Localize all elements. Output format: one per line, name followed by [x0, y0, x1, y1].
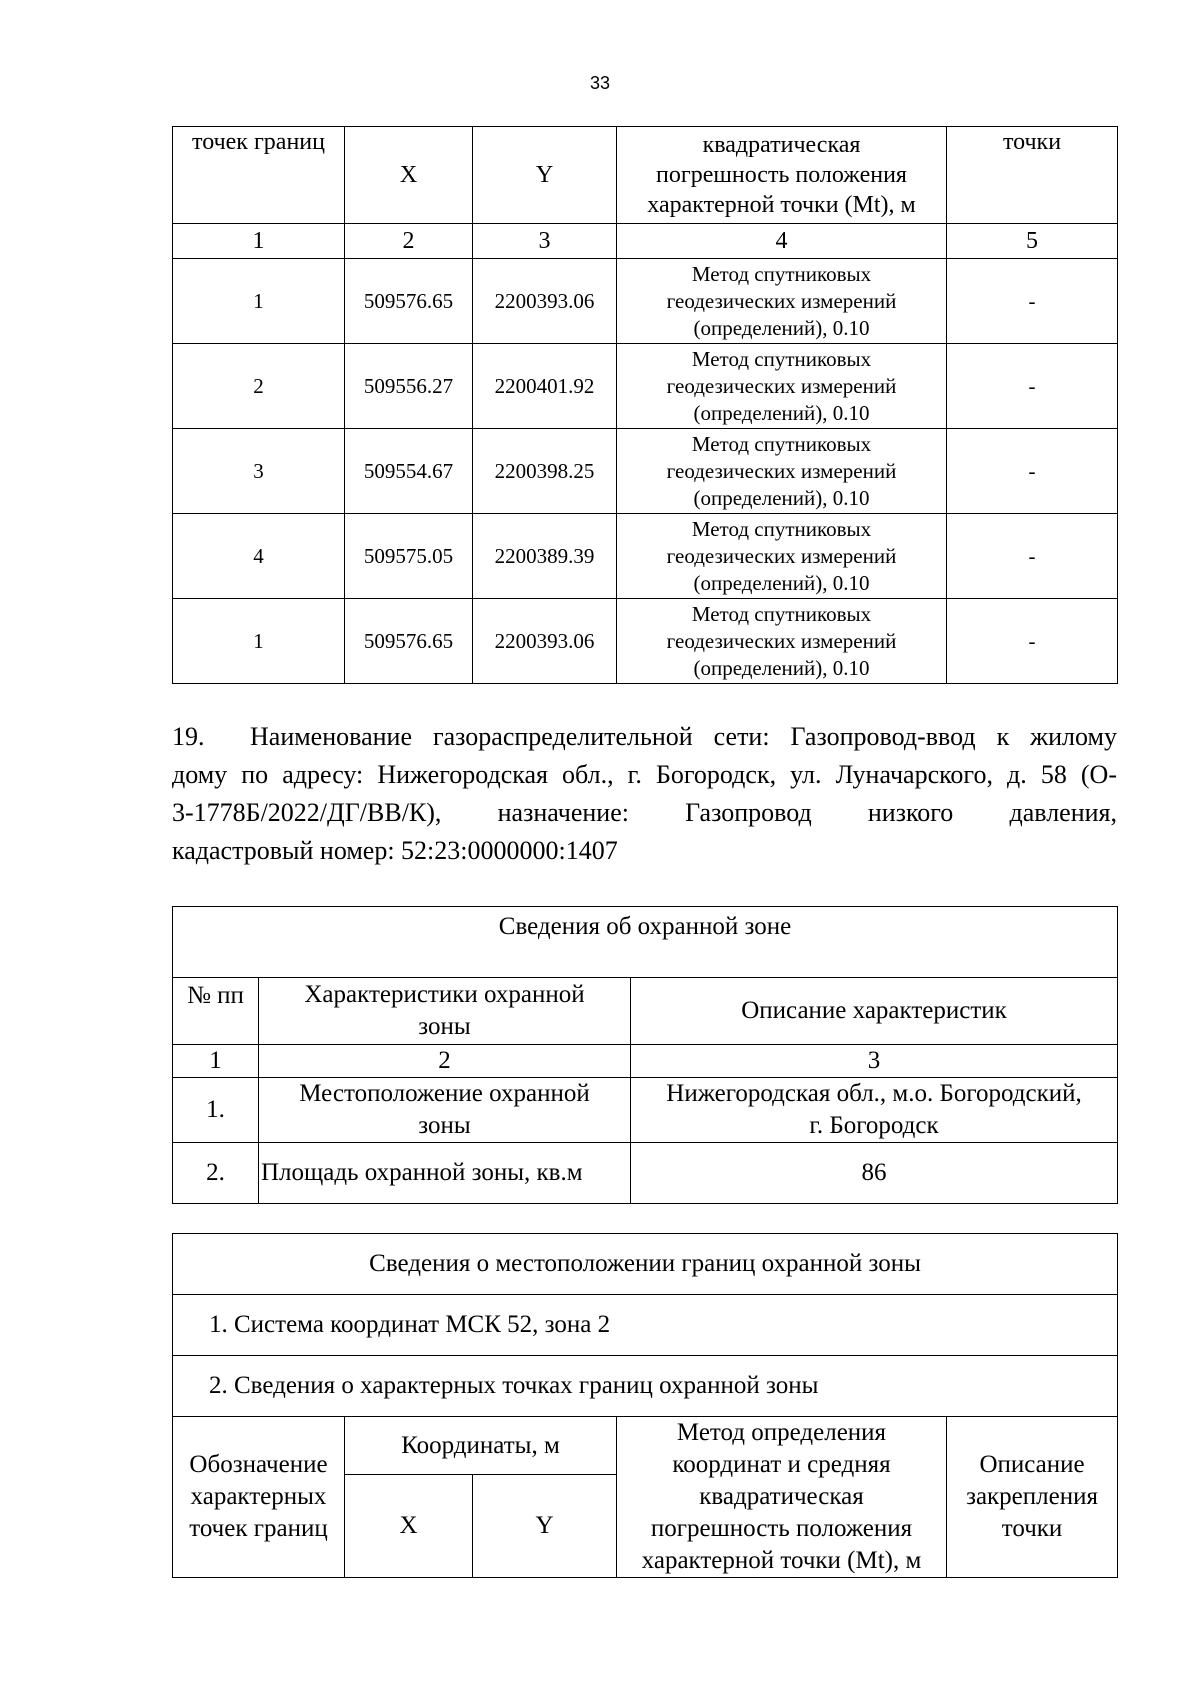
- header-x: X: [345, 127, 473, 224]
- header-line: Метод определения: [676, 1419, 887, 1446]
- header-line: координат и средняя: [672, 1451, 891, 1478]
- column-number: 3: [473, 224, 617, 259]
- header-characteristics: [259, 978, 631, 1045]
- column-number: 5: [947, 224, 1118, 259]
- header-coordinates: Координаты, м: [345, 1417, 617, 1475]
- column-number: 4: [617, 224, 947, 259]
- coord-x: 509554.67: [345, 429, 473, 514]
- coord-y: 2200393.06: [473, 599, 617, 684]
- column-number-row: [173, 224, 1118, 259]
- protection-zone-info-table: [172, 906, 1118, 1204]
- method-line: (определений), 0.10: [693, 485, 870, 510]
- header-line: квадратическая: [699, 1483, 864, 1510]
- section-number: 19.: [172, 722, 205, 751]
- method-line: геодезических измерений: [666, 628, 897, 653]
- method-line: (определений), 0.10: [693, 400, 870, 425]
- header-line: зоны: [418, 1013, 471, 1040]
- description-cell: 86: [631, 1143, 1118, 1204]
- method-line: Метод спутниковых: [691, 431, 872, 456]
- method-cell: [617, 344, 947, 429]
- section-19-paragraph: [172, 718, 1117, 870]
- header-line: погрешность положения: [650, 1515, 913, 1542]
- table-row: [173, 1143, 1118, 1204]
- method-cell: [617, 514, 947, 599]
- table-title: Сведения о местоположении границ охранной зоны: [173, 1234, 1118, 1295]
- coord-y: 2200389.39: [473, 514, 617, 599]
- header-method-line: характерной точки (Mt), м: [647, 192, 916, 218]
- description-cell: [631, 1078, 1118, 1143]
- points-title-row: [173, 1356, 1118, 1417]
- header-description: Описание характеристик: [631, 978, 1118, 1045]
- table-header-row: [173, 127, 1118, 224]
- characteristic-cell: [259, 1078, 631, 1143]
- method-line: геодезических измерений: [666, 458, 897, 483]
- table-row: [173, 259, 1118, 344]
- header-line: точки: [1001, 1515, 1063, 1542]
- column-number: 3: [631, 1045, 1118, 1078]
- table-row: [173, 599, 1118, 684]
- point-description: -: [947, 514, 1118, 599]
- point-id: 2: [173, 344, 345, 429]
- coordinate-system: 1. Система координат МСК 52, зона 2: [173, 1295, 1118, 1356]
- cell-line: зоны: [418, 1112, 471, 1139]
- characteristic-cell: Площадь охранной зоны, кв.м: [259, 1143, 631, 1204]
- header-method-line: погрешность положения: [656, 162, 907, 188]
- header-line: Характеристики охранной: [304, 981, 585, 1008]
- header-description: точки: [947, 127, 1118, 224]
- cell-line: Местоположение охранной: [299, 1080, 590, 1107]
- table-title-row: [173, 907, 1118, 978]
- method-line: (определений), 0.10: [693, 655, 870, 680]
- table-title-row: [173, 1234, 1118, 1295]
- method-line: геодезических измерений: [666, 373, 897, 398]
- header-method: [617, 127, 947, 224]
- header-num: № пп: [173, 978, 259, 1045]
- column-number: 2: [259, 1045, 631, 1078]
- header-line: Обозначение: [189, 1451, 328, 1478]
- point-id: 3: [173, 429, 345, 514]
- cell-line: г. Богородск: [809, 1112, 939, 1139]
- point-description: -: [947, 599, 1118, 684]
- header-line: характерной точки (Mt), м: [641, 1547, 922, 1574]
- method-line: (определений), 0.10: [693, 315, 870, 340]
- page-number: 33: [589, 73, 611, 93]
- header-method: [617, 1417, 947, 1578]
- method-cell: [617, 429, 947, 514]
- table-header-row: [173, 1417, 1118, 1475]
- header-description: [947, 1417, 1118, 1578]
- header-line: закрепления: [966, 1483, 1098, 1510]
- column-number: 2: [345, 224, 473, 259]
- method-cell: [617, 259, 947, 344]
- header-line: точек границ: [189, 1515, 328, 1542]
- row-number: 1.: [173, 1078, 259, 1143]
- points-title: 2. Сведения о характерных точках границ охранной зоны: [173, 1356, 1118, 1417]
- table-row: [173, 514, 1118, 599]
- column-number: 1: [173, 1045, 259, 1078]
- coord-x: 509575.05: [345, 514, 473, 599]
- paragraph-text: Наименование газораспределительной сети: Газопровод-ввод к жилому: [250, 722, 1117, 751]
- header-method-line: квадратическая: [702, 132, 861, 158]
- point-id: 1: [173, 599, 345, 684]
- table-title: Сведения об охранной зоне: [173, 907, 1118, 978]
- table-row: [173, 429, 1118, 514]
- point-id: 1: [173, 259, 345, 344]
- method-cell: [617, 599, 947, 684]
- header-points: точек границ: [173, 127, 345, 224]
- coord-x: 509576.65: [345, 599, 473, 684]
- method-line: Метод спутниковых: [691, 346, 872, 371]
- point-id: 4: [173, 514, 345, 599]
- point-description: -: [947, 429, 1118, 514]
- table-row: [173, 1078, 1118, 1143]
- method-line: Метод спутниковых: [691, 601, 872, 626]
- header-y: Y: [473, 127, 617, 224]
- paragraph-line: 3-1778Б/2022/ДГ/ВВ/К), назначение: Газопровод низкого давления,: [172, 798, 1117, 827]
- coord-x: 509576.65: [345, 259, 473, 344]
- paragraph-line: [172, 718, 1117, 756]
- method-line: (определений), 0.10: [693, 570, 870, 595]
- column-number: 1: [173, 224, 345, 259]
- method-line: геодезических измерений: [666, 543, 897, 568]
- cell-line: Нижегородская обл., м.о. Богородский,: [666, 1080, 1082, 1107]
- point-description: -: [947, 344, 1118, 429]
- row-number: 2.: [173, 1143, 259, 1204]
- method-line: Метод спутниковых: [691, 516, 872, 541]
- zone-boundaries-table: [172, 1233, 1118, 1578]
- coord-y: 2200401.92: [473, 344, 617, 429]
- header-line: Описание: [979, 1451, 1085, 1478]
- boundary-points-table-continued: [172, 126, 1118, 684]
- table-row: [173, 344, 1118, 429]
- header-line: характерных: [190, 1483, 327, 1510]
- coord-x: 509556.27: [345, 344, 473, 429]
- method-line: геодезических измерений: [666, 288, 897, 313]
- column-number-row: [173, 1045, 1118, 1078]
- paragraph-line: дому по адресу: Нижегородская обл., г. Богородск, ул. Луначарского, д. 58 (О-: [172, 760, 1117, 789]
- coord-y: 2200398.25: [473, 429, 617, 514]
- header-x: X: [345, 1475, 473, 1578]
- paragraph-line: кадастровый номер: 52:23:0000000:1407: [172, 836, 618, 865]
- point-description: -: [947, 259, 1118, 344]
- method-line: Метод спутниковых: [691, 261, 872, 286]
- coordinate-system-row: [173, 1295, 1118, 1356]
- header-y: Y: [473, 1475, 617, 1578]
- table-header-row: [173, 978, 1118, 1045]
- coord-y: 2200393.06: [473, 259, 617, 344]
- header-points: [173, 1417, 345, 1578]
